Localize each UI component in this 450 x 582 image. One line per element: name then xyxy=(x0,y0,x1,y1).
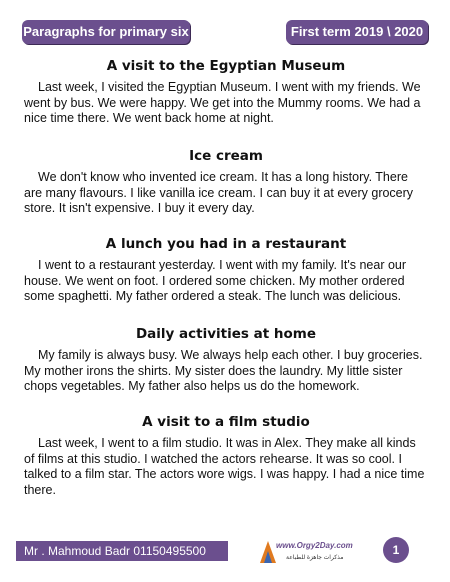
section-title: A lunch you had in a restaurant xyxy=(105,236,347,252)
section-text: I went to a restaurant yesterday. I went with my family. It's near our house. We went on foot. I ordered some chicken. My mother ordered some spaghetti. My father ordered a steak. The lunch was delicious. xyxy=(24,258,407,304)
page-number: 1 xyxy=(383,537,409,563)
section-title: A visit to a film studio xyxy=(142,414,310,430)
section-text: Last week, I visited the Egyptian Museum. I went with my friends. We went by bus. We were happy. We get into the Mummy rooms. We had a nice time there. We went back home at night. xyxy=(24,80,421,126)
section-text: We don't know who invented ice cream. It has a long history. There are many flavours. I like vanilla ice cream. I can buy it at every grocery store. It isn't expensive. I buy it every day. xyxy=(24,170,414,216)
section-text: My family is always busy. We always help each other. I buy groceries. My mother irons the shirts. My sister does the laundry. My little sister chops vegetables. My father also helps us do the homework. xyxy=(24,348,423,394)
paragraph-section xyxy=(24,148,428,217)
term-badge: First term 2019 \ 2020 xyxy=(286,20,428,44)
paragraph-section xyxy=(24,326,428,395)
section-title: A visit to the Egyptian Museum xyxy=(106,58,346,74)
paragraph-section xyxy=(24,58,428,127)
section-title: Daily activities at home xyxy=(135,326,317,342)
paragraph-section xyxy=(24,414,428,498)
section-title: Ice cream xyxy=(189,148,263,164)
section-text: Last week, I went to a film studio. It was in Alex. They make all kinds of films at this studio. I watched the actors rehearse. It was so cool. I talked to a film star. The actors wore wigs. I was happy. I had a nice time there. xyxy=(24,436,425,497)
author-footer: Mr . Mahmoud Badr 01150495500 xyxy=(16,541,228,561)
paragraph-section xyxy=(24,236,428,305)
subject-badge: Paragraphs for primary six xyxy=(22,20,190,44)
logo-sub-text: مذكرات جاهزة للطباعة xyxy=(286,555,344,561)
logo-url-text: www.Orgy2Day.com xyxy=(276,541,353,550)
site-logo xyxy=(256,535,366,569)
